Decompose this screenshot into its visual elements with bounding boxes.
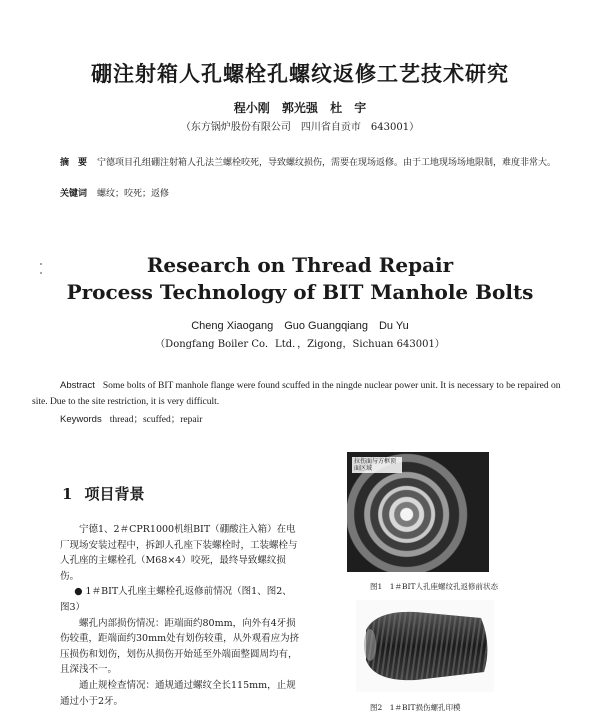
author-1: 程小刚 — [233, 101, 270, 115]
section-number: 1 — [62, 485, 73, 503]
figure-2-caption: 图2 1＃BIT损伤螺孔印模 — [370, 703, 461, 712]
english-keywords-text: thread；scuffed；repair — [109, 415, 203, 425]
english-abstract-label: Abstract — [60, 380, 95, 391]
author-3: 杜 宇 — [330, 101, 367, 115]
english-title-line-1: Research on Thread Repair — [146, 253, 454, 277]
chinese-keywords-text: 螺纹；咬死；返修 — [97, 189, 170, 199]
chinese-affiliation: （东方锅炉股份有限公司 四川省自贡市 643001） — [180, 122, 420, 133]
body-paragraph-4: 通止规检查情况：通规通过螺纹全长115mm，止规通过小于2牙。 — [60, 679, 296, 707]
figure-2-photo — [356, 600, 494, 692]
section-heading — [62, 483, 144, 504]
english-title — [0, 252, 600, 306]
english-keywords — [60, 411, 202, 425]
author-2: 郭光强 — [281, 101, 318, 115]
chinese-abstract-text: 宁德项目孔组硼注射箱人孔法兰螺栓咬死，导致螺纹损伤，需要在现场返修。由于工地现场场地限制，难度非常大。 — [97, 158, 557, 168]
english-affiliation: （Dongfang Boiler Co．Ltd．，Zigong，Sichuan 643001） — [155, 339, 445, 350]
chinese-keywords-label: 关键词 — [60, 189, 88, 199]
chinese-authors — [0, 99, 600, 116]
figure-1-overlay-label: 拉伤面与方框顶面区域 — [352, 457, 402, 473]
section-title: 项目背景 — [84, 485, 145, 503]
body-paragraph-2: ● 1＃BIT人孔座主螺栓孔返修前情况（图1、图2、图3） — [60, 586, 292, 613]
chinese-abstract — [32, 156, 572, 171]
english-authors: Cheng Xiaogang Guo Guangqiang Du Yu — [191, 320, 409, 332]
chinese-title: 硼注射箱人孔螺栓孔螺纹返修工艺技术研究 — [91, 61, 509, 86]
english-abstract-text: Some bolts of BIT manhole flange were found scuffed in the ningde nuclear power unit. It is necessary to be repaired on site. Due to the site restriction, it is very difficult. — [32, 381, 561, 407]
english-abstract — [32, 378, 577, 410]
scan-speck — [40, 272, 42, 274]
english-title-line-2: Process Technology of BIT Manhole Bolts — [66, 280, 534, 304]
scan-speck — [40, 263, 42, 265]
body-paragraph-3: 螺孔内部损伤情况：距端面约80mm，向外有4牙损伤较重，距端面约30mm处有划伤较重，从外观看应为挤压损伤和划伤，划伤从损伤开始延至外端面整圆周均有，且深浅不一。 — [60, 617, 300, 676]
chinese-keywords — [60, 186, 169, 199]
chinese-abstract-label: 摘 要 — [60, 158, 88, 168]
figure-1-caption: 图1 1＃BIT人孔座螺纹孔返修前状态 — [370, 582, 499, 591]
body-paragraph-1: 宁德1、2＃CPR1000机组BIT（硼酸注入箱）在电厂现场安装过程中，拆卸人孔座下装螺栓时，工装螺栓与人孔座的主螺栓孔（M68×4）咬死，最终导致螺纹损伤。 — [60, 524, 298, 582]
english-keywords-label: Keywords — [60, 414, 102, 425]
body-column — [60, 522, 300, 709]
